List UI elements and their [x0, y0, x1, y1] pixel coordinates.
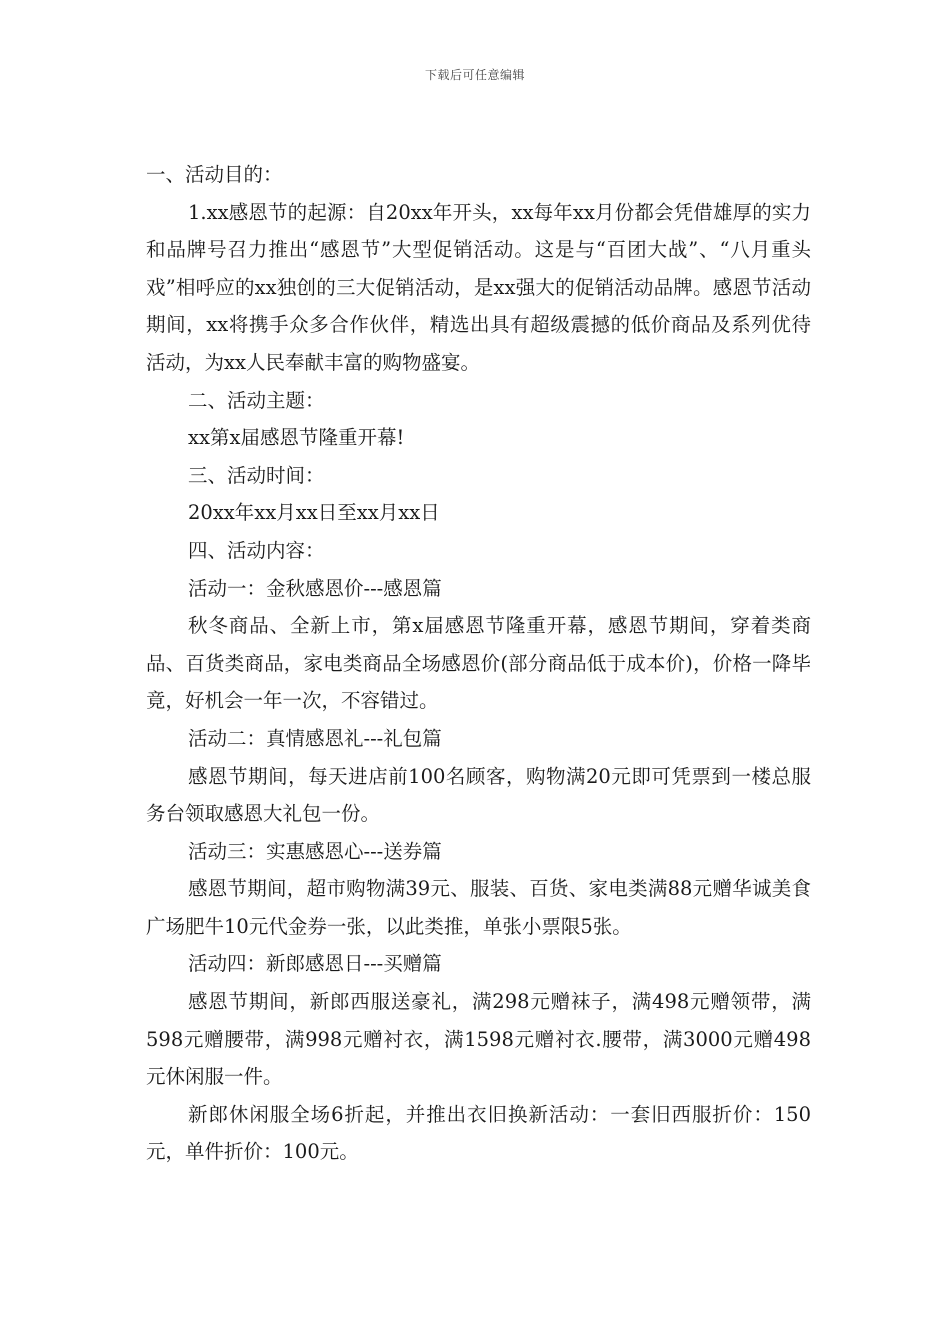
paragraph-origin: 1.xx感恩节的起源：自20xx年开头，xx每年xx月份都会凭借雄厚的实力和品牌号召力推出“感恩节”大型促销活动。这是与“百团大战”、“八月重头戏”相呼应的xx独创的三大促销活动，是xx强大的促销活动品牌。感恩节活动期间，xx将携手众多合作伙伴，精选出具有超级震撼的低价商品及系列优待活动，为xx人民奉献丰富的购物盛宴。	[146, 200, 811, 374]
section-heading-content: 四、活动内容：	[188, 538, 325, 562]
section-heading-purpose: 一、活动目的：	[146, 163, 283, 186]
activity-2-body: 感恩节期间，每天进店前100名顾客，购物满20元即可凭票到一楼总服务台领取感恩大礼包一份。	[146, 764, 811, 826]
section-heading-time: 三、活动时间：	[188, 463, 325, 487]
activity-4-extra: 新郎休闲服全场6折起，并推出衣旧换新活动：一套旧西服折价：150元，单件折价：100元。	[146, 1102, 811, 1164]
activity-4-body: 感恩节期间，新郎西服送豪礼，满298元赠袜子，满498元赠领带，满598元赠腰带，满998元赠衬衣，满1598元赠衬衣.腰带，满3000元赠498元休闲服一件。	[146, 990, 811, 1089]
paragraph-theme: xx第x届感恩节隆重开幕!	[188, 426, 405, 450]
activity-3-body: 感恩节期间，超市购物满39元、服装、百货、家电类满88元赠华诚美食广场肥牛10元代金券一张，以此类推，单张小票限5张。	[146, 877, 811, 938]
document-body	[146, 156, 811, 1171]
activity-4-title: 活动四：新郎感恩日---买赠篇	[188, 952, 442, 976]
paragraph-time: 20xx年xx月xx日至xx月xx日	[188, 501, 440, 525]
page-header: 下载后可任意编辑	[424, 68, 525, 82]
section-heading-theme: 二、活动主题：	[188, 388, 325, 412]
activity-1-body: 秋冬商品、全新上市，第x届感恩节隆重开幕，感恩节期间，穿着类商品、百货类商品，家电类商品全场感恩价(部分商品低于成本价)，价格一降毕竟，好机会一年一次，不容错过。	[146, 614, 811, 713]
activity-3-title: 活动三：实惠感恩心---送券篇	[188, 839, 442, 863]
activity-1-title: 活动一：金秋感恩价---感恩篇	[188, 576, 442, 600]
activity-2-title: 活动二：真情感恩礼---礼包篇	[188, 726, 442, 750]
